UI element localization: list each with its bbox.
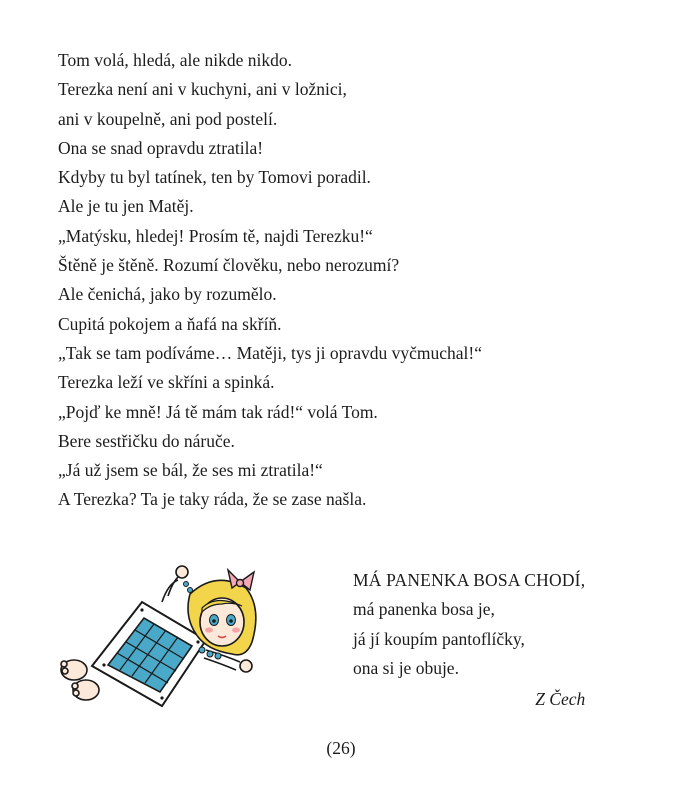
poem-line: MÁ PANENKA BOSA CHODÍ, bbox=[353, 570, 586, 590]
page-number: (26) bbox=[326, 738, 356, 758]
story-line: A Terezka? Ta je taky ráda, že se zase našla. bbox=[58, 489, 367, 510]
story-line: „Matýsku, hledej! Prosím tě, najdi Terezku!“ bbox=[58, 225, 373, 246]
poem-source: Z Čech bbox=[535, 689, 586, 710]
story-line: Kdyby tu byl tatínek, ten by Tomovi poradil. bbox=[58, 167, 371, 188]
story-line: Tom volá, hledá, ale nikde nikdo. bbox=[58, 50, 292, 70]
story-line: Cupitá pokojem a ňafá na skříň. bbox=[58, 313, 282, 334]
story-line: Ale čenichá, jako by rozumělo. bbox=[58, 284, 277, 305]
story-line: „Pojď ke mně! Já tě mám tak rád!“ volá Tom. bbox=[58, 401, 378, 422]
story-line: Bere sestřičku do náruče. bbox=[58, 430, 235, 451]
doll-face bbox=[200, 598, 244, 646]
poem-line: má panenka bosa je, bbox=[353, 599, 495, 620]
story-line: Terezka není ani v kuchyni, ani v ložnici, bbox=[58, 79, 347, 100]
doll-bow bbox=[228, 570, 254, 590]
doll-under-quilt-icon bbox=[56, 558, 266, 718]
story-line: Ona se snad opravdu ztratila! bbox=[58, 137, 264, 158]
story-line: Ale je tu jen Matěj. bbox=[58, 196, 194, 217]
story-text bbox=[58, 46, 482, 515]
story-line: Štěně je štěně. Rozumí člověku, nebo nerozumí? bbox=[58, 255, 400, 276]
nursery-rhyme bbox=[353, 566, 585, 714]
poem-line: ona si je obuje. bbox=[353, 657, 459, 678]
story-line: „Já už jsem se bál, že ses mi ztratila!“ bbox=[58, 460, 323, 481]
story-line: „Tak se tam podíváme… Matěji, tys ji opravdu vyčmuchal!“ bbox=[58, 342, 482, 363]
story-line: Terezka leží ve skříni a spinká. bbox=[58, 372, 275, 393]
poem-line: já jí koupím pantoflíčky, bbox=[353, 628, 525, 649]
story-line: ani v koupelně, ani pod postelí. bbox=[58, 108, 278, 129]
